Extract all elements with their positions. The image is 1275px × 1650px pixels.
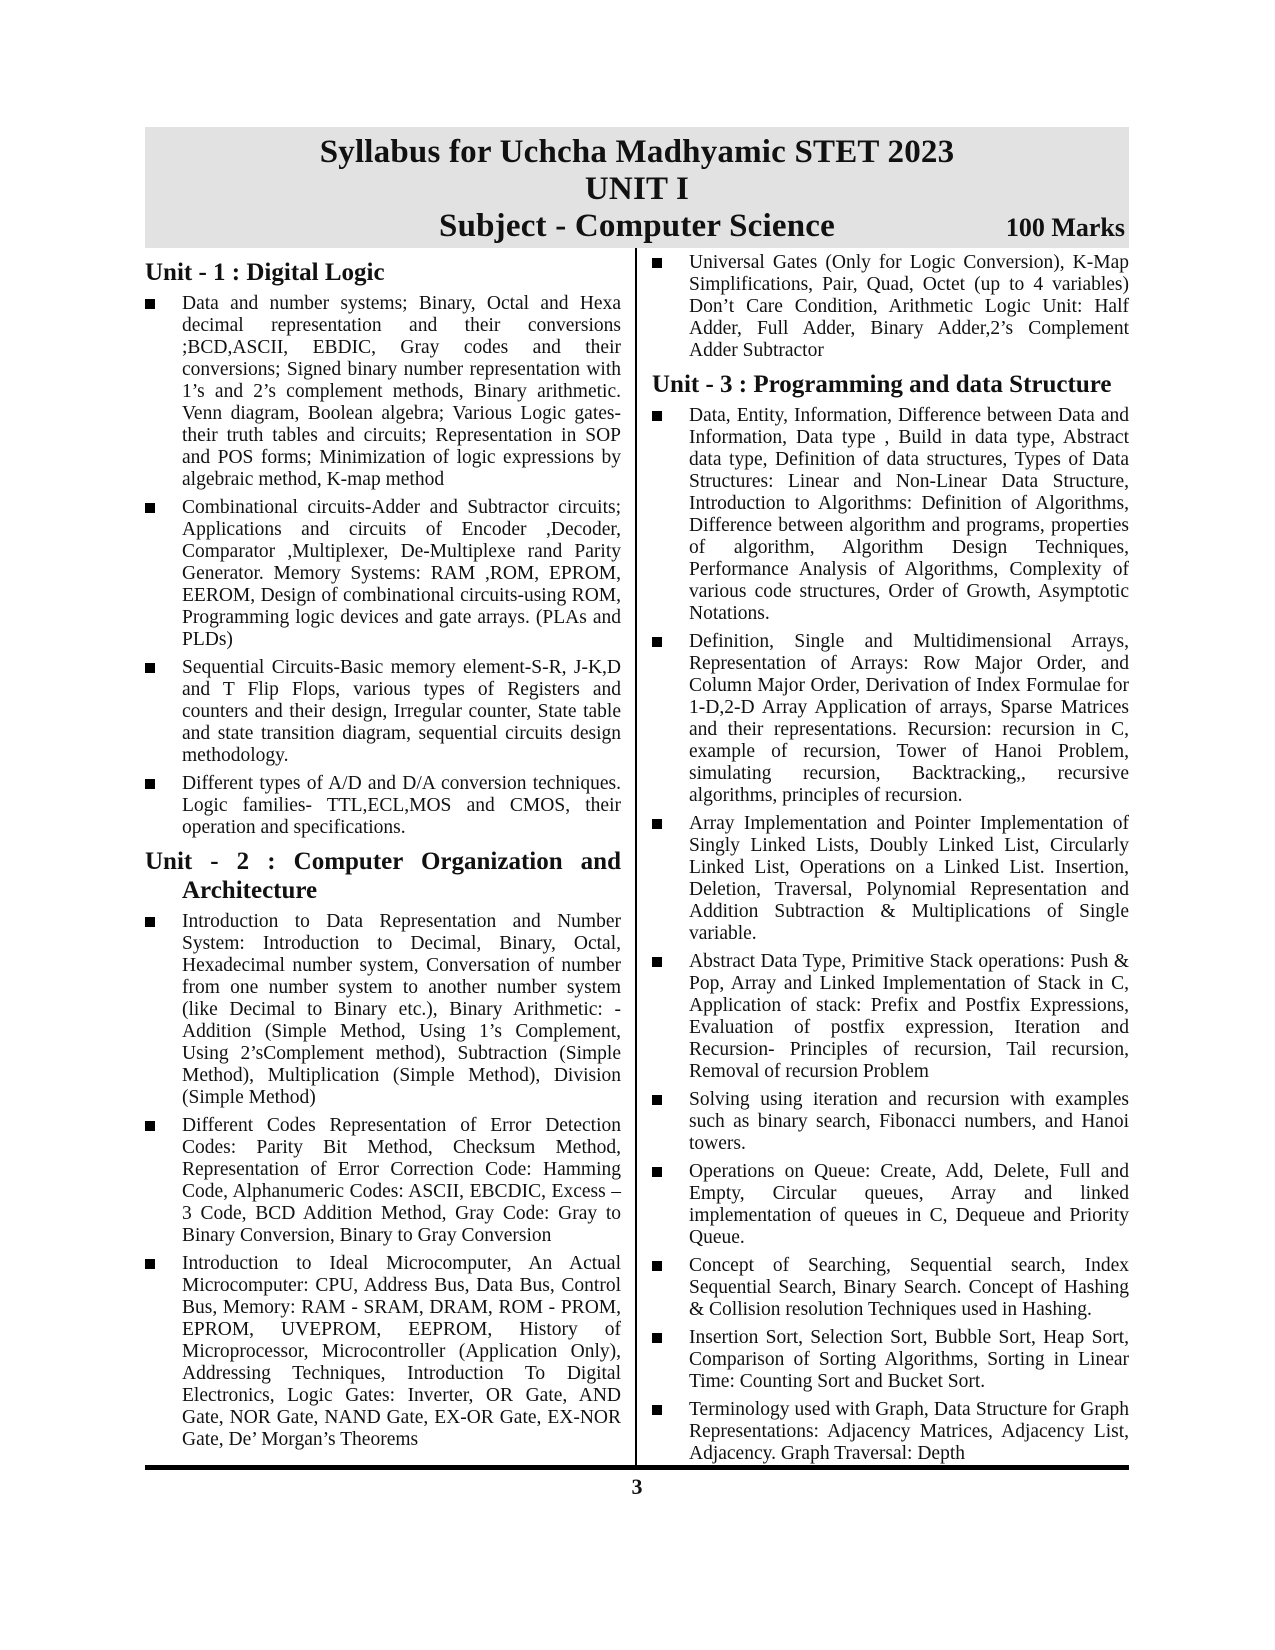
bullet-text: Combinational circuits-Adder and Subtractor circuits; Applications and circuits of Encoder ,Decoder, Comparator ,Multiplexer, De-Multiplexe rand Parity Generator. Memory Systems: RAM ,ROM, EPROM, EEROM, Design of combinational circuits-using ROM, Programming logic devices and gate arrays. (PLAs and PLDs) — [182, 497, 621, 650]
bullet-text: Operations on Queue: Create, Add, Delete, Full and Empty, Circular queues, Array and linked implementation of queues in C, Dequeue and Priority Queue. — [689, 1161, 1129, 1248]
left-column — [145, 248, 635, 1465]
bullet-item — [145, 293, 621, 491]
bullet-square-icon — [652, 1161, 689, 1249]
bullet-text: Different Codes Representation of Error Detection Codes: Parity Bit Method, Checksum Method, Representation of Error Correction Code: Hamming Code, Alphanumeric Codes: ASCII, EBCDIC, Excess – 3 Code, BCD Addition Method, Gray Code: Gray to Binary Conversion, Binary to Gray Conversion — [182, 1115, 621, 1246]
bullet-text: Solving using iteration and recursion with examples such as binary search, Fibonacci numbers, and Hanoi towers. — [689, 1089, 1129, 1154]
bullet-item — [652, 405, 1129, 625]
bullet-square-icon — [145, 657, 182, 767]
marks-label: 100 Marks — [1005, 213, 1125, 242]
bullet-item — [652, 252, 1129, 362]
bullet-item — [145, 1253, 621, 1451]
bullet-square-icon — [652, 1255, 689, 1321]
unit-2-heading: Unit - 2 : Computer Organization and Architecture — [145, 848, 621, 904]
bullet-item — [145, 497, 621, 651]
bullet-square-icon — [145, 293, 182, 491]
bullet-text: Data, Entity, Information, Difference between Data and Information, Data type , Build in data type, Abstract data type, Definition of data structures, Types of Data Structures: Linear and Non-Linear Data Structure, Introduction to Algorithms: Definition of Algorithms, Difference between algorithm and programs, properties of algorithm, Algorithm Design Techniques, Performance Analysis of Algorithms, Complexity of various code structures, Order of Growth, Asymptotic Notations. — [689, 405, 1129, 624]
bullet-square-icon — [145, 1115, 182, 1247]
page-content — [145, 127, 1129, 1500]
bullet-item — [145, 1115, 621, 1247]
bullet-text: Introduction to Data Representation and Number System: Introduction to Decimal, Binary, Octal, Hexadecimal number system, Conversation of number from one number system to another number system (like Decimal to Binary etc.), Binary Arithmetic: - Addition (Simple Method, Using 1’s Complement, Using 2’sComplement method), Subtraction (Simple Method), Multiplication (Simple Method), Division (Simple Method) — [182, 911, 621, 1108]
bullet-item — [652, 1089, 1129, 1155]
bullet-square-icon — [652, 405, 689, 625]
bullet-square-icon — [145, 911, 182, 1109]
bullet-square-icon — [652, 1399, 689, 1465]
bullet-square-icon — [652, 1327, 689, 1393]
bullet-item — [652, 631, 1129, 807]
bullet-square-icon — [145, 497, 182, 651]
right-column — [635, 248, 1129, 1465]
subject-row — [145, 208, 1129, 245]
bullet-text: Abstract Data Type, Primitive Stack operations: Push & Pop, Array and Linked Implementation of Stack in C, Application of stack: Prefix and Postfix Expressions, Evaluation of postfix expression, Iteration and Recursion- Principles of recursion, Tail recursion, Removal of recursion Problem — [689, 951, 1129, 1082]
bullet-text: Concept of Searching, Sequential search, Index Sequential Search, Binary Search. Concept of Hashing & Collision resolution Techniques used in Hashing. — [689, 1255, 1129, 1320]
syllabus-title: Syllabus for Uchcha Madhyamic STET 2023 — [319, 134, 955, 170]
bullet-square-icon — [145, 773, 182, 839]
bullet-square-icon — [652, 252, 689, 362]
bullet-text: Sequential Circuits-Basic memory element-S-R, J-K,D and T Flip Flops, various types of Registers and counters and their design, Irregular counter, State table and state transition diagram, sequential circuits design methodology. — [182, 657, 621, 766]
bullet-text: Insertion Sort, Selection Sort, Bubble Sort, Heap Sort, Comparison of Sorting Algorithms, Sorting in Linear Time: Counting Sort and Bucket Sort. — [689, 1327, 1129, 1392]
bullet-square-icon — [145, 1253, 182, 1451]
unit-3-heading: Unit - 3 : Programming and data Structure — [652, 371, 1112, 398]
bullet-item — [145, 657, 621, 767]
bullet-text: Data and number systems; Binary, Octal and Hexa decimal representation and their conversions ;BCD,ASCII, EBDIC, Gray codes and their conversions; Signed binary number representation with 1’s and 2’s complement methods, Binary arithmetic. Venn diagram, Boolean algebra; Various Logic gates-their truth tables and circuits; Representation in SOP and POS forms; Minimization of logic expressions by algebraic method, K-map method — [182, 293, 621, 490]
bullet-text: Array Implementation and Pointer Implementation of Singly Linked Lists, Doubly Linked List, Circularly Linked List, Operations on a Linked List. Insertion, Deletion, Traversal, Polynomial Representation and Addition Subtraction & Multiplications of Single variable. — [689, 813, 1129, 944]
bullet-item — [652, 1327, 1129, 1393]
bullet-text: Introduction to Ideal Microcomputer, An Actual Microcomputer: CPU, Address Bus, Data Bus, Control Bus, Memory: RAM - SRAM, DRAM, ROM - PROM, EPROM, UVEPROM, EEPROM, History of Microprocessor, Microcontroller (Application Only), Addressing Techniques, Introduction To Digital Electronics, Logic Gates: Inverter, OR Gate, AND Gate, NOR Gate, NAND Gate, EX-OR Gate, EX-NOR Gate, De’ Morgan’s Theorems — [182, 1253, 621, 1450]
bullet-item — [652, 1161, 1129, 1249]
unit-title: UNIT I — [584, 171, 690, 207]
bullet-item — [145, 911, 621, 1109]
two-column-body — [145, 248, 1129, 1470]
bullet-item — [652, 813, 1129, 945]
page-number: 3 — [631, 1474, 643, 1499]
bullet-item — [145, 773, 621, 839]
bullet-square-icon — [652, 1089, 689, 1155]
bullet-text: Universal Gates (Only for Logic Conversion), K-Map Simplifications, Pair, Quad, Octet (up to 4 variables) Don’t Care Condition, Arithmetic Logic Unit: Half Adder, Full Adder, Binary Adder,2’s Complement Adder Subtractor — [689, 252, 1129, 361]
page-header — [145, 127, 1129, 248]
bullet-text: Different types of A/D and D/A conversion techniques. Logic families- TTL,ECL,MOS and CMOS, their operation and specifications. — [182, 773, 621, 838]
unit-1-heading: Unit - 1 : Digital Logic — [145, 259, 385, 286]
bullet-text: Definition, Single and Multidimensional Arrays, Representation of Arrays: Row Major Order, and Column Major Order, Derivation of Index Formulae for 1-D,2-D Array Application of arrays, Sparse Matrices and their representations. Recursion: recursion in C, example of recursion, Tower of Hanoi Problem, simulating recursion, Backtracking,, recursive algorithms, principles of recursion. — [689, 631, 1129, 806]
bullet-item — [652, 1399, 1129, 1465]
bullet-square-icon — [652, 951, 689, 1083]
subject-title: Subject - Computer Science — [439, 208, 835, 244]
bullet-item — [652, 1255, 1129, 1321]
bullet-text: Terminology used with Graph, Data Structure for Graph Representations: Adjacency Matrices, Adjacency List, Adjacency. Graph Traversal: Depth — [689, 1399, 1129, 1464]
bullet-square-icon — [652, 631, 689, 807]
bullet-square-icon — [652, 813, 689, 945]
page-footer — [145, 1474, 1129, 1500]
bullet-item — [652, 951, 1129, 1083]
